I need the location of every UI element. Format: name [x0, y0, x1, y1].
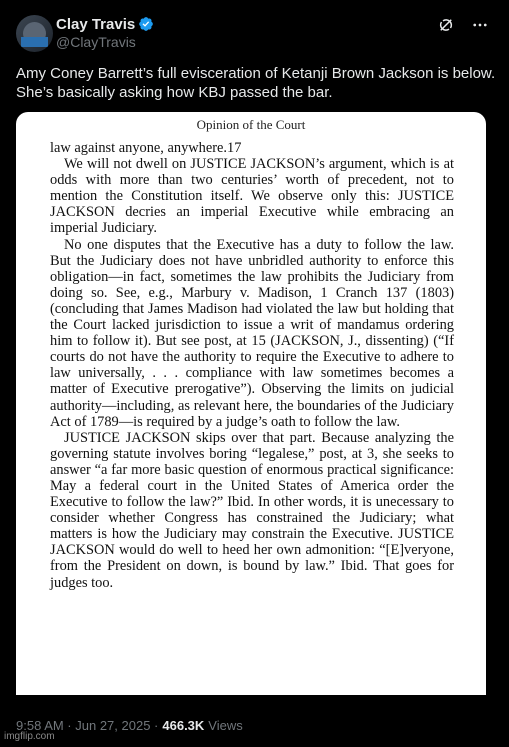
attached-image[interactable]	[16, 112, 486, 695]
more-icon[interactable]	[471, 16, 489, 34]
document-body	[50, 140, 454, 591]
header-actions	[437, 16, 489, 34]
document-paragraph-1: We will not dwell on JUSTICE JACKSON’s argument, which is at odds with more than two centuries’ worth of precedent, not to mention the Constitution itself. We observe only this: JUSTICE JACKSON decries an imperial Executive while embracing an imperial Judiciary.	[50, 156, 454, 237]
timestamp[interactable]: 9:58 AM · Jun 27, 2025 ·	[16, 718, 159, 733]
avatar-body-shape	[21, 37, 48, 47]
author-handle[interactable]: @ClayTravis	[56, 34, 136, 50]
grok-icon[interactable]	[437, 16, 455, 34]
views-label: Views	[208, 718, 243, 733]
document-line-1: law against anyone, anywhere.17	[50, 140, 242, 156]
avatar[interactable]	[16, 15, 53, 52]
document-heading: Opinion of the Court	[196, 117, 306, 132]
tweet-header	[16, 14, 493, 54]
author-name[interactable]: Clay Travis	[56, 15, 136, 33]
document-paragraph-2: No one disputes that the Executive has a duty to follow the law. But the Judiciary does not have unbridled authority to enforce this obligation—in fact, sometimes the law prohibits the Judiciary from doing so. See, e.g., Marbury v. Madison, 1 Cranch 137 (1803) (concluding that James Madison had violated the law but holding that the Court lacked jurisdiction to issue a writ of mandamus ordering him to follow it). But see post, at 15 (JACKSON, J., dissenting) (“If courts do not have the authority to require the Executive to adhere to law universally, . . . compliance with law sometimes becomes a matter of Executive prerogative”). Observing the limits on judicial authority—including, as relevant here, the boundaries of the Judiciary Act of 1789—is required by a judge’s oath to follow the law.	[50, 236, 454, 430]
verified-badge-icon	[138, 16, 154, 32]
torn-paper-edge	[16, 668, 486, 704]
watermark: imgflip.com	[4, 731, 55, 742]
tweet-text: Amy Coney Barrett’s full evisceration of Ketanji Brown Jackson is below. She’s basically asking how KBJ passed the bar.	[16, 65, 496, 101]
author-name-row[interactable]	[56, 15, 154, 33]
document-paragraph-3: JUSTICE JACKSON skips over that part. Because analyzing the governing statute involves boring “legalese,” post, at 3, she seeks to answer “a far more basic question of enormous practical significance: May a federal court in the United States of America order the Executive to follow the law?” Ibid. In other words, it is unecessary to consider whether Congress has constrained the Judiciary; what matters is how the Judiciary may constrain the Executive. JUSTICE JACKSON would do well to heed her own admonition: “[E]veryone, from the President on down, is bound by law.” Ibid. That goes for judges too.	[50, 429, 454, 591]
views-count: 466.3K	[162, 718, 205, 733]
